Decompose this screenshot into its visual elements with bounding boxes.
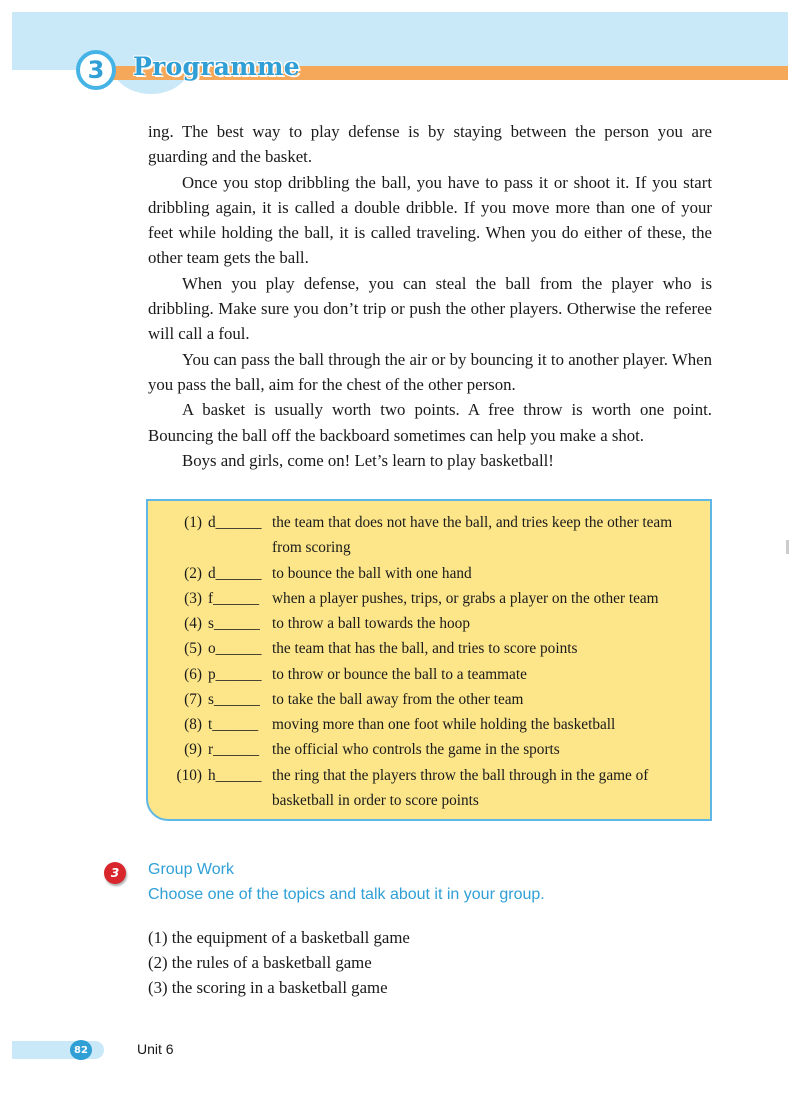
vocab-blank: d______: [208, 514, 262, 531]
passage-paragraph: A basket is usually worth two points. A free throw is worth one point. Bouncing the ball off the backboard sometimes can help you make a shot.: [148, 400, 712, 445]
vocab-blank: r______: [208, 741, 259, 758]
passage-paragraph: You can pass the ball through the air or by bouncing it to another player. When you pass the ball, aim for the chest of the other person.: [148, 349, 712, 394]
vocab-definition: moving more than one foot while holding the basketball: [272, 716, 616, 733]
vocab-definition: to throw a ball towards the hoop: [272, 615, 470, 632]
topic-item: (1) the equipment of a basketball game: [148, 928, 410, 947]
vocab-number: (6): [184, 666, 202, 683]
vocab-number: (5): [184, 640, 202, 657]
vocab-blank: h______: [208, 767, 262, 784]
vocab-number: (8): [184, 716, 202, 733]
vocab-number: (7): [184, 691, 202, 708]
passage-paragraph: When you play defense, you can steal the ball from the player who is dribbling. Make sure you don’t trip or push the other players. Otherwise the referee will call a foul.: [148, 273, 712, 344]
page-number: 82: [74, 1044, 88, 1056]
vocab-definition: to take the ball away from the other team: [272, 691, 524, 708]
vocab-number: (4): [184, 615, 202, 632]
vocab-number: (3): [184, 590, 202, 607]
vocab-definition: the official who controls the game in the sports: [272, 741, 560, 758]
group-work-instruction: Choose one of the topics and talk about it in your group.: [148, 886, 545, 903]
vocab-number: (2): [184, 565, 202, 582]
vocab-definition: the team that has the ball, and tries to score points: [272, 640, 578, 657]
vocab-number: (1): [184, 514, 202, 531]
topic-item: (2) the rules of a basketball game: [148, 953, 372, 972]
vocab-definition: to throw or bounce the ball to a teammate: [272, 666, 527, 683]
passage-paragraph: Once you stop dribbling the ball, you have to pass it or shoot it. If you start dribbling again, it is called a double dribble. If you move more than one of your feet while holding the ball, it is called traveling. When you do either of these, the other team gets the ball.: [148, 172, 712, 268]
vocab-definition: to bounce the ball with one hand: [272, 565, 472, 582]
vocab-definition: when a player pushes, trips, or grabs a player on the other team: [272, 590, 659, 607]
section-title: Programme: [133, 52, 301, 81]
passage-paragraph: Boys and girls, come on! Let’s learn to play basketball!: [182, 450, 554, 470]
topic-item: (3) the scoring in a basketball game: [148, 978, 388, 997]
vocab-blank: t______: [208, 716, 259, 733]
vocab-definition: the team that does not have the ball, and tries keep the other team from scoring: [272, 514, 673, 557]
vocab-blank: d______: [208, 565, 262, 582]
exercise-number-marker: [104, 862, 126, 884]
section-number: 3: [87, 56, 105, 84]
vocab-blank: s______: [208, 691, 260, 708]
vocab-blank: p______: [208, 666, 262, 683]
passage-paragraph: ing. The best way to play defense is by staying between the person you are guarding and the basket.: [148, 122, 712, 167]
vocab-blank: s______: [208, 615, 260, 632]
vocab-definition: the ring that the players throw the ball through in the game of basketball in order to score points: [272, 767, 649, 810]
unit-label: Unit 6: [137, 1041, 174, 1057]
reading-passage: [148, 119, 712, 473]
page-edge-mark: [786, 540, 789, 554]
page-number-badge: [70, 1040, 92, 1060]
vocabulary-exercise-box: [146, 499, 712, 821]
section-number-badge: [76, 50, 116, 90]
vocab-number: (10): [176, 767, 202, 784]
vocab-blank: o______: [208, 640, 262, 657]
group-work-title: Group Work: [148, 861, 234, 878]
vocab-blank: f______: [208, 590, 259, 607]
vocab-number: (9): [184, 741, 202, 758]
exercise-number: 3: [110, 866, 120, 880]
